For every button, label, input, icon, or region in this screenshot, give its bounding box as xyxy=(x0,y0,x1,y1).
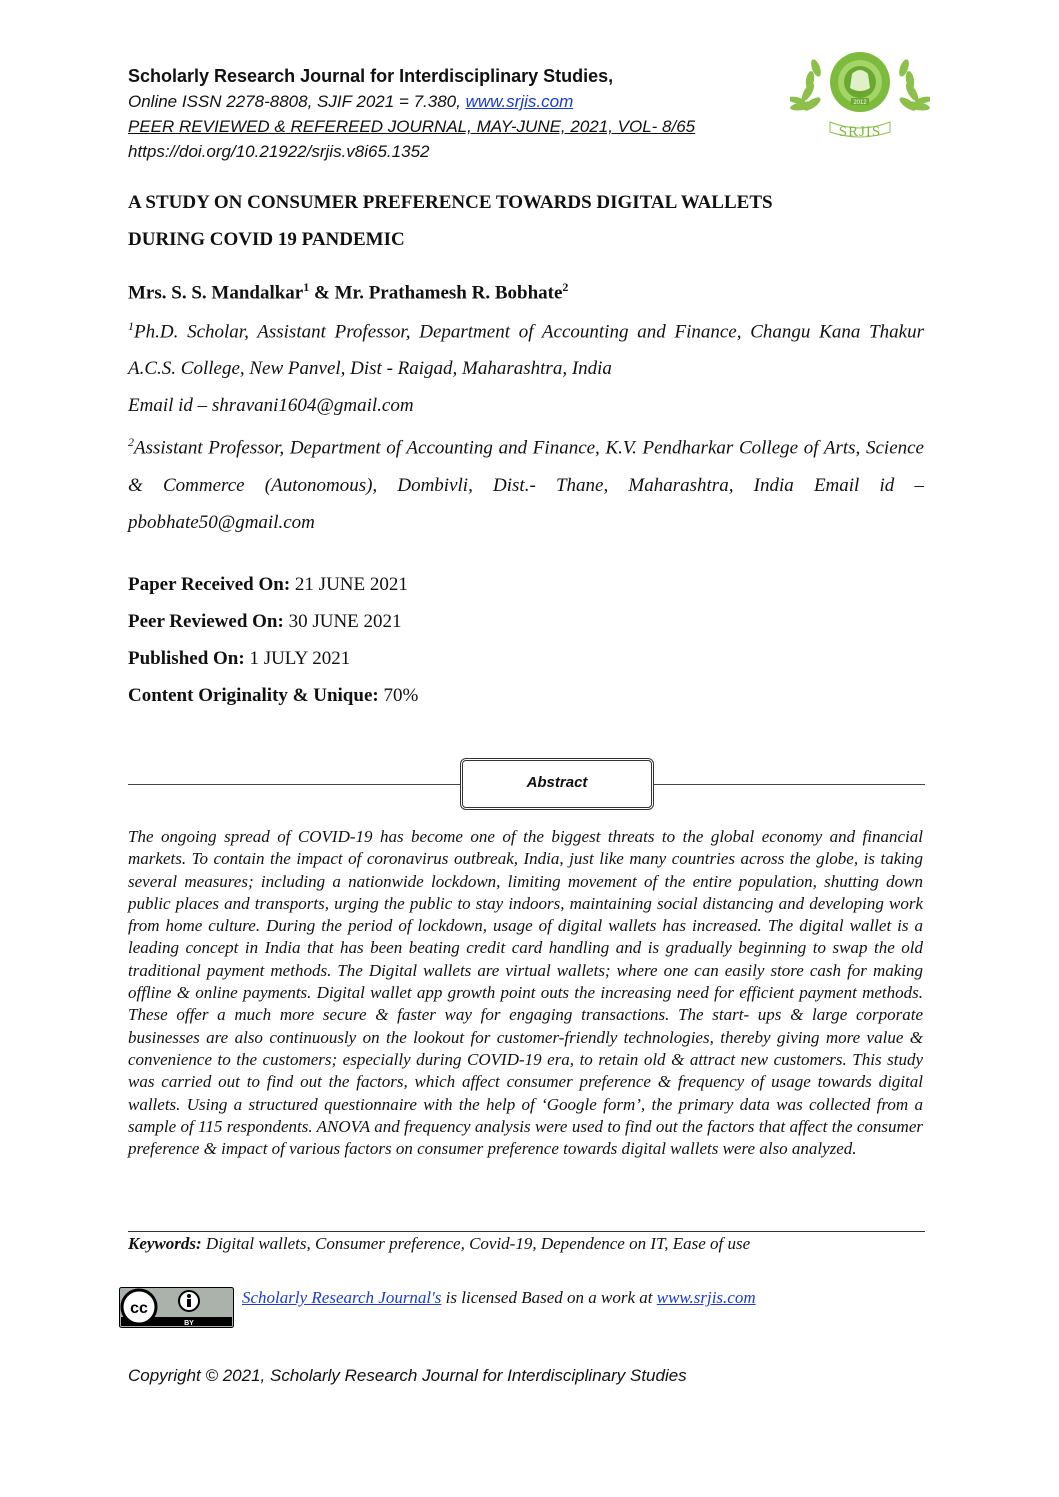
title-line-2: DURING COVID 19 PANDEMIC xyxy=(128,229,405,250)
authors xyxy=(128,280,568,304)
affiliations xyxy=(128,308,924,541)
srjis-logo xyxy=(790,44,930,144)
peer-review-line: PEER REVIEWED & REFEREED JOURNAL, MAY-JUNE, 2021, VOL- 8/65 xyxy=(128,117,696,136)
keywords-label: Keywords: xyxy=(128,1234,202,1253)
cc-by-license-badge[interactable] xyxy=(119,1287,234,1328)
logo-label: SRJIS xyxy=(838,124,882,140)
keywords-text: Digital wallets, Consumer preference, Covid-19, Dependence on IT, Ease of use xyxy=(201,1234,751,1253)
publication-dates xyxy=(128,566,418,714)
copyright: Copyright © 2021, Scholarly Research Journal for Interdisciplinary Studies xyxy=(128,1366,687,1385)
logo-year: 2012 xyxy=(853,100,867,106)
author-2: Mr. Prathamesh R. Bobhate xyxy=(334,282,563,304)
license-site-link[interactable]: www.srjis.com xyxy=(656,1288,756,1307)
keywords-rule xyxy=(128,1231,925,1232)
abstract-heading: Abstract xyxy=(460,758,654,810)
journal-name: Scholarly Research Journal for Interdisciplinary Studies, xyxy=(128,66,614,86)
journal-website-link[interactable]: www.srjis.com xyxy=(465,92,574,111)
cc-icon: cc xyxy=(130,1300,148,1317)
paper-title xyxy=(128,184,928,258)
journal-license-link[interactable]: Scholarly Research Journal's xyxy=(242,1288,442,1307)
affiliation-1-email: Email id – shravani1604@gmail.com xyxy=(128,395,414,417)
affiliation-1: $^1$Ph.D. Scholar, Assistant Professor, Department of Accounting and Finance, Changu Kana Thakur A.C.S. College, New Panvel, Dist - Raigad, Maharashtra, India xyxy=(128,319,924,380)
affiliation-2: $^2$Assistant Professor, Department of Accounting and Finance, K.V. Pendharkar College of Arts, Science & Commerce (Autonomous), Dombivli, Dist.- Thane, Maharashtra, India Email id – pbobhate50@gmail.com xyxy=(128,435,924,533)
issn-line: Online ISSN 2278-8808, SJIF 2021 = 7.380, www.srjis.com xyxy=(128,92,574,111)
author-1: Mrs. S. S. Mandalkar xyxy=(128,282,304,304)
date-received: Paper Received On: 21 JUNE 2021 xyxy=(128,574,408,595)
keywords xyxy=(128,1234,750,1254)
journal-header xyxy=(128,64,695,164)
title-line-1: A STUDY ON CONSUMER PREFERENCE TOWARDS DIGITAL WALLETS xyxy=(128,192,773,213)
license-statement: Scholarly Research Journal's is licensed Based on a work at www.srjis.com xyxy=(242,1288,756,1307)
author-2-sup: 2 xyxy=(562,280,569,294)
doi[interactable]: https://doi.org/10.21922/srjis.v8i65.1352 xyxy=(128,142,430,161)
abstract-text: The ongoing spread of COVID-19 has become one of the biggest threats to the global economy and financial markets. To contain the impact of coronavirus outbreak, India, just like many countries across the globe, is taking several measures; including a nationwide lockdown, limiting movement of the entire population, shutting down public places and transports, urging the public to stay indoors, maintaining social distancing and developing work from home culture. During the period of lockdown, usage of digital wallets has increased. The digital wallet is a leading concept in India that has been beating credit card handling and is gradually beginning to swap the old traditional payment methods. The Digital wallets are virtual wallets; where one can easily store cash for making offline & online payments. Digital wallet app growth point outs the increasing need for efficient payment methods. These offer a much more secure & faster way for engaging transactions. The start- ups & large corporate businesses are also continuously on the lookout for customer-friendly technologies, thereby giving more value & convenience to the customers; especially during COVID-19 era, to retain old & attract new customers. This study was carried out to find out the factors, which affect consumer preference & frequency of usage towards digital wallets. Using a structured questionnaire with the help of ‘Google form’, the primary data was collected from a sample of 115 respondents. ANOVA and frequency analysis were used to find out the factors that affect the consumer preference & impact of various factors on consumer preference towards digital wallets were also analyzed. xyxy=(128,827,923,1159)
content-originality: Content Originality & Unique: 70% xyxy=(128,685,419,706)
date-peer-reviewed: Peer Reviewed On: 30 JUNE 2021 xyxy=(128,611,402,632)
author-1-sup: 1 xyxy=(303,280,310,294)
by-label: BY xyxy=(184,1320,194,1327)
author-separator: & xyxy=(309,282,335,304)
date-published: Published On: 1 JULY 2021 xyxy=(128,648,351,669)
